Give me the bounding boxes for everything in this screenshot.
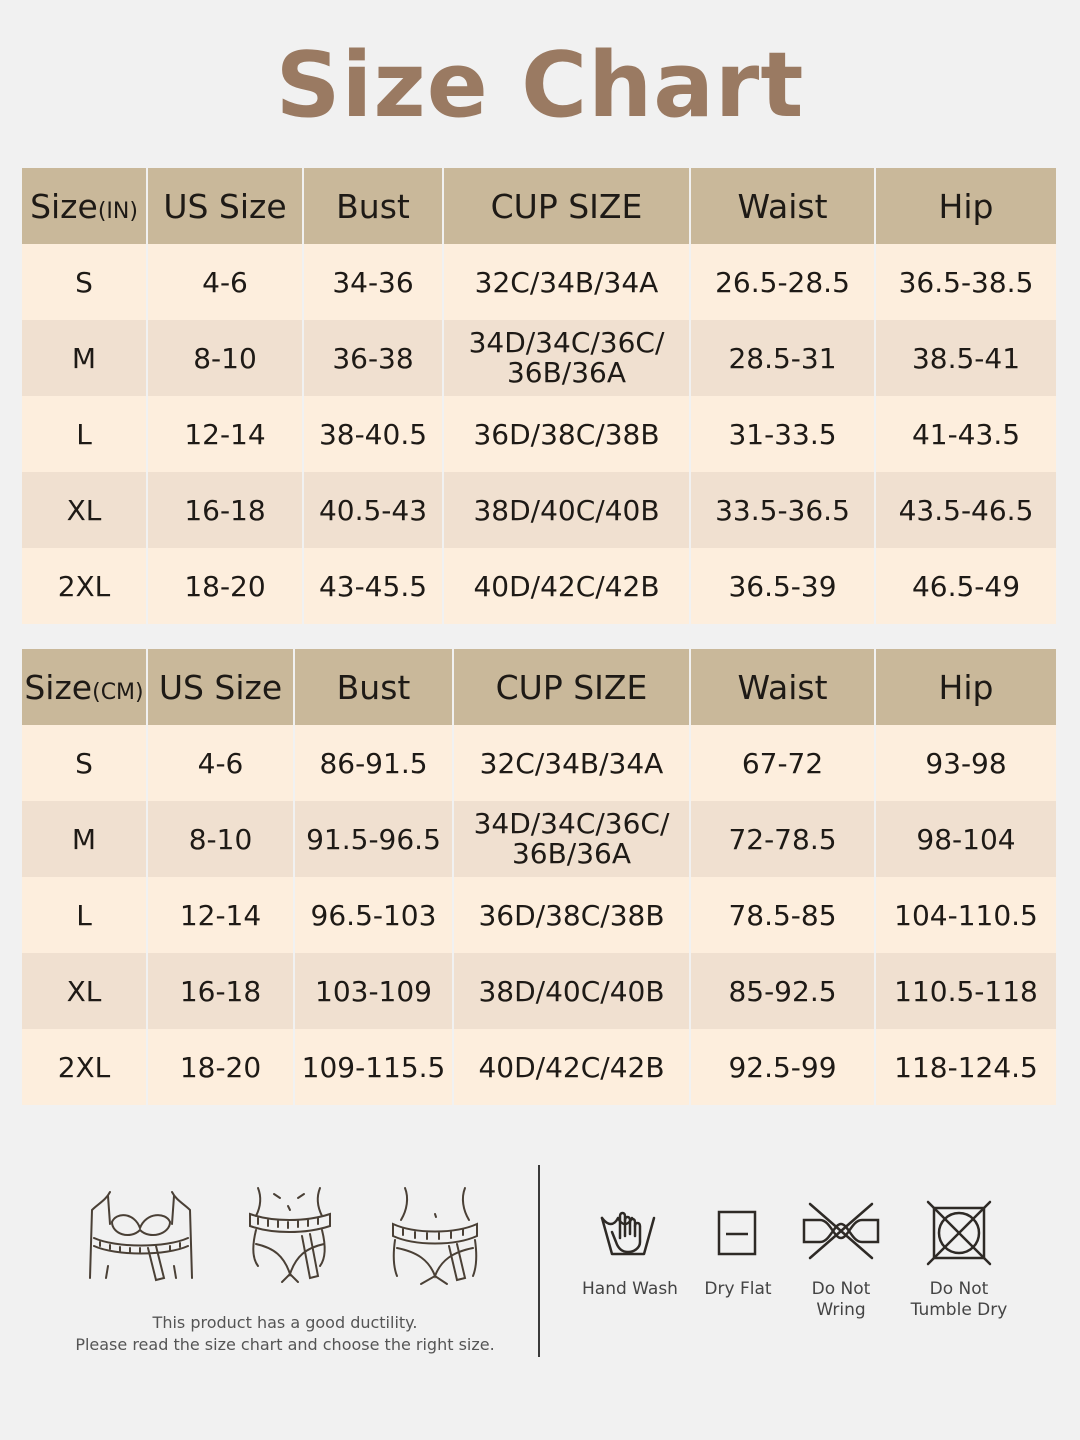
waist-measure-icon xyxy=(244,1186,336,1286)
size-table-centimeters xyxy=(22,649,1056,1105)
cell-bust: 103-109 xyxy=(294,953,453,1029)
size-table-inches xyxy=(22,168,1056,624)
table-row xyxy=(22,801,1056,877)
cell-us-size: 8-10 xyxy=(147,320,303,396)
cell-bust: 38-40.5 xyxy=(303,396,443,472)
cell-size: L xyxy=(22,877,147,953)
header-us-size: US Size xyxy=(147,168,303,244)
cell-hip: 41-43.5 xyxy=(875,396,1056,472)
do-not-wring-icon xyxy=(800,1198,882,1262)
cell-hip: 36.5-38.5 xyxy=(875,244,1056,320)
cell-bust: 96.5-103 xyxy=(294,877,453,953)
cell-size: XL xyxy=(22,472,147,548)
cell-waist: 28.5-31 xyxy=(690,320,875,396)
table-row xyxy=(22,244,1056,320)
size-advice-note: Please read the size chart and choose the right size. xyxy=(75,1335,495,1354)
header-size: Size(IN) xyxy=(22,168,147,244)
do-not-tumble-dry-icon xyxy=(924,1198,994,1268)
cell-waist: 92.5-99 xyxy=(690,1029,875,1105)
header-hip: Hip xyxy=(875,168,1056,244)
cell-waist: 85-92.5 xyxy=(690,953,875,1029)
table-row xyxy=(22,1029,1056,1105)
cell-bust: 86-91.5 xyxy=(294,725,453,801)
bust-measure-icon xyxy=(86,1186,196,1286)
cell-bust: 34-36 xyxy=(303,244,443,320)
cell-cup-size: 34D/34C/36C/ 36B/36A xyxy=(453,801,690,877)
table-header-row xyxy=(22,649,1056,725)
divider xyxy=(538,1165,540,1357)
care-label-hand-wash: Hand Wash xyxy=(582,1279,678,1299)
table-row xyxy=(22,953,1056,1029)
cell-size: 2XL xyxy=(22,548,147,624)
cell-us-size: 4-6 xyxy=(147,244,303,320)
cell-waist: 72-78.5 xyxy=(690,801,875,877)
cell-waist: 31-33.5 xyxy=(690,396,875,472)
header-cup-size: CUP SIZE xyxy=(453,649,690,725)
cell-bust: 43-45.5 xyxy=(303,548,443,624)
cell-cup-size: 38D/40C/40B xyxy=(443,472,690,548)
unit-label: (CM) xyxy=(92,679,144,705)
table-header-row xyxy=(22,168,1056,244)
table-row xyxy=(22,320,1056,396)
cell-size: M xyxy=(22,801,147,877)
cell-cup-size: 40D/42C/42B xyxy=(453,1029,690,1105)
cell-hip: 118-124.5 xyxy=(875,1029,1056,1105)
cell-bust: 40.5-43 xyxy=(303,472,443,548)
ductility-note: This product has a good ductility. xyxy=(152,1313,418,1332)
cell-us-size: 16-18 xyxy=(147,953,294,1029)
care-label-do-not-wring: Do Not Wring xyxy=(811,1279,871,1320)
cell-cup-size: 36D/38C/38B xyxy=(443,396,690,472)
cell-waist: 67-72 xyxy=(690,725,875,801)
cell-us-size: 12-14 xyxy=(147,396,303,472)
header-us-size: US Size xyxy=(147,649,294,725)
header-waist: Waist xyxy=(690,649,875,725)
table-row xyxy=(22,396,1056,472)
cell-size: L xyxy=(22,396,147,472)
dry-flat-icon xyxy=(714,1198,760,1262)
cell-size: S xyxy=(22,725,147,801)
cell-size: S xyxy=(22,244,147,320)
cell-bust: 109-115.5 xyxy=(294,1029,453,1105)
cell-cup-size: 34D/34C/36C/ 36B/36A xyxy=(443,320,690,396)
table-row xyxy=(22,725,1056,801)
cell-cup-size: 40D/42C/42B xyxy=(443,548,690,624)
unit-label: (IN) xyxy=(97,198,138,224)
cell-size: M xyxy=(22,320,147,396)
cell-waist: 26.5-28.5 xyxy=(690,244,875,320)
cell-us-size: 16-18 xyxy=(147,472,303,548)
cell-hip: 46.5-49 xyxy=(875,548,1056,624)
cell-cup-size: 36D/38C/38B xyxy=(453,877,690,953)
cell-us-size: 4-6 xyxy=(147,725,294,801)
hand-wash-icon xyxy=(598,1198,658,1262)
cell-waist: 78.5-85 xyxy=(690,877,875,953)
header-bust: Bust xyxy=(303,168,443,244)
cell-hip: 110.5-118 xyxy=(875,953,1056,1029)
cell-hip: 98-104 xyxy=(875,801,1056,877)
cell-hip: 43.5-46.5 xyxy=(875,472,1056,548)
cell-hip: 104-110.5 xyxy=(875,877,1056,953)
cell-us-size: 18-20 xyxy=(147,548,303,624)
header-cup-size: CUP SIZE xyxy=(443,168,690,244)
cell-hip: 93-98 xyxy=(875,725,1056,801)
cell-waist: 36.5-39 xyxy=(690,548,875,624)
cell-bust: 36-38 xyxy=(303,320,443,396)
cell-cup-size: 32C/34B/34A xyxy=(443,244,690,320)
cell-bust: 91.5-96.5 xyxy=(294,801,453,877)
cell-waist: 33.5-36.5 xyxy=(690,472,875,548)
cell-us-size: 8-10 xyxy=(147,801,294,877)
care-label-do-not-tumble-dry: Do Not Tumble Dry xyxy=(910,1279,1008,1320)
page-title: Size Chart xyxy=(275,33,805,138)
cell-us-size: 12-14 xyxy=(147,877,294,953)
header-size: Size(CM) xyxy=(22,649,147,725)
table-row xyxy=(22,877,1056,953)
cell-cup-size: 32C/34B/34A xyxy=(453,725,690,801)
header-waist: Waist xyxy=(690,168,875,244)
cell-us-size: 18-20 xyxy=(147,1029,294,1105)
cell-hip: 38.5-41 xyxy=(875,320,1056,396)
cell-cup-size: 38D/40C/40B xyxy=(453,953,690,1029)
table-row xyxy=(22,472,1056,548)
hip-measure-icon xyxy=(385,1186,485,1286)
header-bust: Bust xyxy=(294,649,453,725)
care-label-dry-flat: Dry Flat xyxy=(704,1279,772,1299)
header-hip: Hip xyxy=(875,649,1056,725)
cell-size: XL xyxy=(22,953,147,1029)
cell-size: 2XL xyxy=(22,1029,147,1105)
table-row xyxy=(22,548,1056,624)
